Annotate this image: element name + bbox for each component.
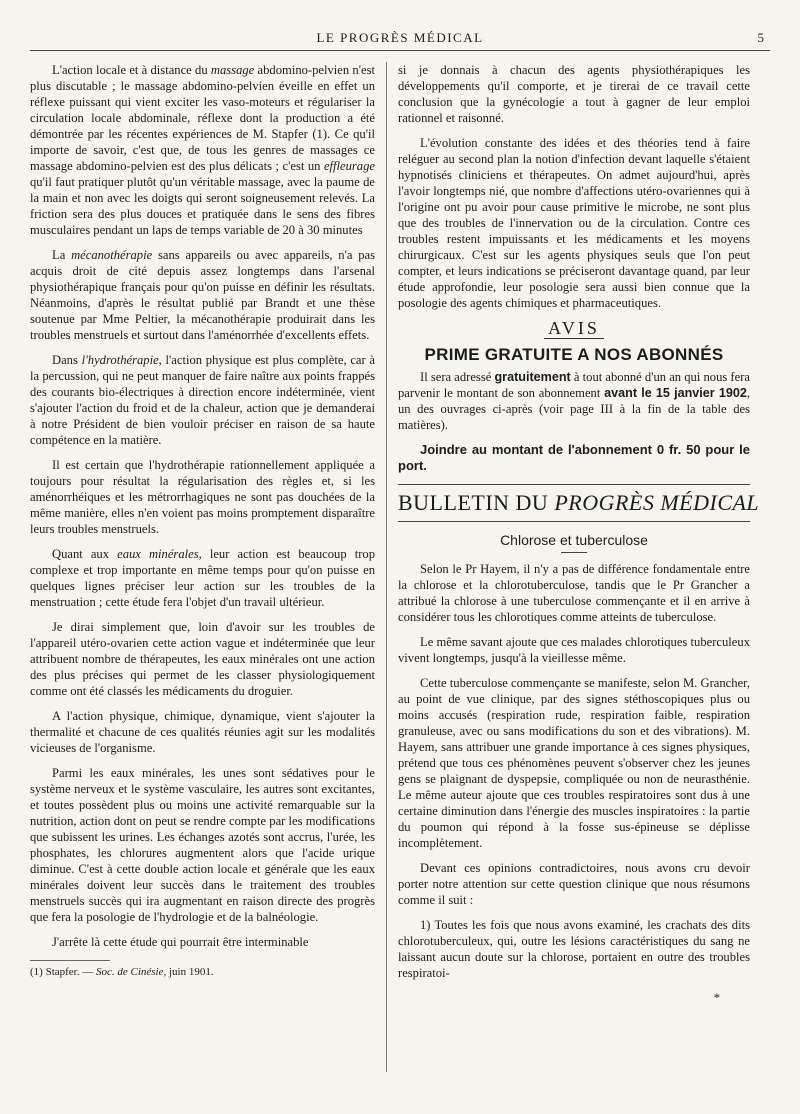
running-title: LE PROGRÈS MÉDICAL [316, 30, 484, 45]
paragraph-eaux-types: Parmi les eaux minérales, les unes sont sédatives pour le système nerveux et le système vasculaire, les autres sont excitantes, et toutes possèdent plus ou moins une activité remarquable sur la nutrition, action dont on peut se rendre compte par les modifications que subissent les urines. Les échanges azotés sont accrus, l'urée, les phosphates, les chlorures augmentent alors que l'acide urique diminue. C'est à cette double action locale et générale que les eaux minérales doivent leur succès dans le traitement des troubles menstruels succès qui ira augmentant en raison directe des progrès que fera la posologie de l'hydrologie et de la balnéologie. [30, 766, 375, 924]
paragraph-eaux-minerales: Quant aux eaux minérales, leur action est beaucoup trop complexe et trop importante en même temps pour qu'on puisse en quelques lignes préciser leur action sur les troubles de la menstruation ; cette étude fera l'objet d'un travail ultérieur. [30, 547, 375, 609]
footnote: (1) Stapfer. — Soc. de Cinésie, juin 1901. [30, 966, 214, 978]
paragraph-eaux-action: Je dirai simplement que, loin d'avoir sur les troubles de l'appareil utéro-ovarien cette action vague et indéterminée que leur attribuent nombre de thérapeutes, les eaux minérales ont une action des plus précises qui permet de les classer physiologiquement comme ont été classés les médicaments du droguier. [30, 620, 375, 698]
section-divider [398, 484, 750, 485]
right-column [398, 62, 760, 1006]
avis-joindre: Joindre au montant de l'abonnement 0 fr. 50 pour le port. [398, 442, 750, 473]
paragraph-evolution: L'évolution constante des idées et des théories tend à faire reléguer au second plan la notion d'infection devant laquelle s'étaient hypnotisés cliniciens et thérapeutes. On admet aujourd'hui, après l'avoir longtemps nié, que nombre d'affections utéro-ovariennes qui à l'origine ont pu avoir pour cause primitive le microbe, ne sont plus que des troubles de l'innervation ou de la circulation. Contre ces troubles restent impuissants et les médicaments et les moyens chirurgicaux. C'est sur les agents physiques seuls que l'on peut compter, et leurs indications se préciseront davantage quand, par leur étude approfondie, leur posologie sera aussi bien connue que la posologie des agents chimiques et pharmaceutiques. [398, 136, 750, 310]
paragraph-massage: L'action locale et à distance du massage abdomino-pelvien n'est plus discutable ; le massage abdomino-pelvien éveille en effet un réflexe puissant qui vient exciter les vaso-moteurs et régulariser la circulation locale abdominale, réflexe dont la production a été démontrée par les récentes expériences de M. Stapfer (1). Ce qu'il importe de savoir, c'est que, de tous les genres de massages ce massage abdomino-pelvien est des plus délicats ; c'est un effleurage qu'il faut pratiquer plutôt qu'un véritable massage, avec la paume de la main et non avec les doigts qui seront soigneusement relevés. La friction sera des plus douces et pratiquée dans le sens des fibres musculaires pendant un laps de temps variable de 20 à 30 minutes [30, 63, 375, 237]
paragraph-continuation: si je donnais à chacun des agents physiothérapiques les développements qu'il comporte, et je tirerai de ce travail cette conclusion que la gynécologie a tout à gagner de leur emploi rationnel et raisonné. [398, 63, 750, 125]
page-number: 5 [757, 30, 764, 45]
avis-paragraph: Il sera adressé gratuitement à tout abonné d'un an qui nous fera parvenir le montant de son abonnement avant le 15 janvier 1902, un des ouvrages ci-après (voir page III à la fin de la table des matières). [398, 370, 751, 432]
bulletin-paragraph-5: 1) Toutes les fois que nous avons examiné, les crachats des dits chlorotuberculeux, qui, outre les lésions caractéristiques du sang ne laissant aucun doute sur la chlorose, portaient en outre des troubles respiratoi- [398, 918, 750, 980]
paragraph-hydrotherapie: Dans l'hydrothérapie, l'action physique est plus complète, car à la percussion, qui ne peut manquer de faire naître aux points frappés des courants bio-électriques à direction encore indéterminée, vient s'ajouter l'action du froid et de la chaleur, action que je demanderai à notre Président de bien vouloir préciser en raison de sa haute compétence en la matière. [30, 353, 376, 447]
paragraph-mecanotherapie: La mécanothérapie sans appareils ou avec appareils, n'a pas acquis droit de cité depuis assez longtemps dans l'arsenal physiothérapique français pour qu'on puisse en définir les résultats. Néanmoins, d'après le résultat publié par Brandt et une thèse soutenue par Mme Peltier, la mécanothérapie produirait dans les troubles menstruels et surtout dans l'aménorrhée d'excellents effets. [30, 248, 375, 342]
subtitle-dash [561, 552, 587, 553]
bulletin-heading: BULLETIN DU PROGRÈS MÉDICAL [398, 490, 760, 515]
page-header [30, 28, 770, 51]
continuation-star: * [713, 991, 720, 1005]
article-subtitle: Chlorose et tuberculose [500, 532, 648, 548]
paragraph-conclusion-start: J'arrête là cette étude qui pourrait être interminable [52, 935, 309, 949]
bulletin-paragraph-2: Le même savant ajoute que ces malades chlorotiques tuberculeux vivent longtemps, jusqu'à la vieillesse même. [398, 635, 750, 665]
avis-heading: AVIS [548, 318, 600, 338]
bulletin-paragraph-1: Selon le Pr Hayem, il n'y a pas de différence fondamentale entre la chlorose et la chlorotuberculose, tandis que le Pr Grancher a attribué la chlorose à une tuberculose commençante et il en arrive à considérer tous les chlorotiques comme atteints de tuberculose. [398, 562, 750, 624]
left-column [30, 62, 375, 979]
footnote-divider [30, 960, 110, 961]
avis-underline [544, 338, 604, 339]
bulletin-paragraph-4: Devant ces opinions contradictoires, nous avons cru devoir porter notre attention sur cette question clinique que nous résumons comme il suit : [398, 861, 750, 907]
bulletin-paragraph-3: Cette tuberculose commençante se manifeste, selon M. Grancher, au point de vue clinique, par des signes stéthoscopiques plus ou moins accusés (respiration rude, respiration faible, respiration granuleuse, avec ou sans modifications du son et des vibrations). M. Hayem, sans attribuer une grande importance à ces signes physiques, prétend que tous ces phénomènes peuvent s'observer chez les jeunes gens se plaignant de dyspepsie, compliquée ou non de neurasthénie. Le même auteur ajoute que ces troubles respiratoires sont dus à une certaine diminution dans l'énergie des muscles inspiratoires : la partie du poumon qui répond à la fosse sus-épineuse se déplisse incomplètement. [398, 676, 750, 850]
bulletin-divider [398, 521, 750, 522]
paragraph-thermalite: A l'action physique, chimique, dynamique, vient s'ajouter la thermalité et chacune de ces qualités réunies agit sur les modalités vicieuses de l'organisme. [30, 709, 375, 755]
paragraph-hydrotherapie-2: Il est certain que l'hydrothérapie rationnellement appliquée a toujours pour résultat la régularisation des règles et, si les aménorrhéiques et les métrorrhagiques ne sont pas douchées de la même manière, elles n'en voient pas moins promptement disparaître leurs troubles menstruels. [30, 458, 375, 536]
prime-heading: PRIME GRATUITE A NOS ABONNÉS [424, 345, 724, 364]
